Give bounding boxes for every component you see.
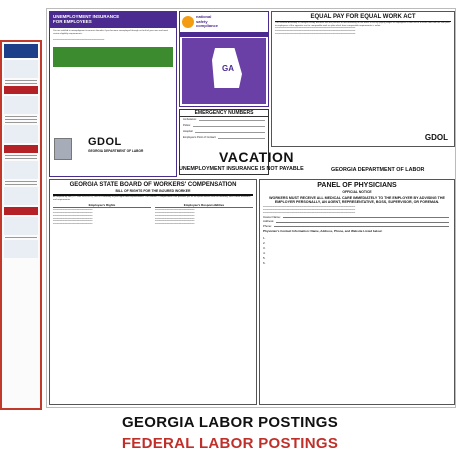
employee-responsibilities-column: Employee's Responsibilities ━━━━━━━━━━━━━━━━━━━━━━━━━━━━━━ ━━━━━━━━━━━━━━━━━━━━━━━━━━━━━━ ━━━━━━━━━━━━━━━━━━━━━━━━━━━━━━ ━━━━━━━━━━━━━━━━━━━━━━━━━━━━━━ ━━━━━━━━━━━━━━━━━━━━━━━━━━━━━━ ━━━━━━━━━━━━━━━━━━━━━━━━━━━━━━ bbox=[155, 203, 253, 225]
workers-comp-intro: As required by law (O.C.G.A. §34-9-81.1), this is a summary of your rights and responsibilities. The Workers' Compensation Law provides you as an injured worker with the following, with certain limitations and requirements. bbox=[53, 196, 251, 201]
panel-notice: WORKERS MUST RECEIVE ALL MEDICAL CARE IMMEDIATELY TO THE EMPLOYER BY ADVISING THE EMPLOYER PERSONALLY, AN AGENT, REPRESENTATIVE, BOSS, SUPERVISOR, OR FOREMAN. bbox=[269, 196, 445, 205]
physician-list: 1. 2. 3. 4. 5. 6. bbox=[263, 235, 266, 265]
employee-rights-column: Employee's Rights ━━━━━━━━━━━━━━━━━━━━━━━━━━━━━━ ━━━━━━━━━━━━━━━━━━━━━━━━━━━━━━ ━━━━━━━━━━━━━━━━━━━━━━━━━━━━━━ ━━━━━━━━━━━━━━━━━━━━━━━━━━━━━━ ━━━━━━━━━━━━━━━━━━━━━━━━━━━━━━ ━━━━━━━━━━━━━━━━━━━━━━━━━━━━━━ bbox=[53, 203, 151, 225]
equal-pay-poster: EQUAL PAY FOR EQUAL WORK ACT The General Assembly of Georgia hereby declares that the practice of discriminating on the basis of sex by paying wages to employees of one sex at a lesser rate than the rate paid to employees of the opposite sex for comparable work on jobs which have comparable requirements is unfair. ━━━━━━━━━━━━━━━━━━━━━━━━━━━━━━━━━━━━━━━━━━━━━━━━━━━━━━━━━━━━━ ━━━━━━━━━━━━━━━━━━━━━━━━━━━━━━━━━━━━━━━━━━━━━━━━━━━━━━━━━━━━━ ━━━━━━━━━━━━━━━━━━━━━━━━━━━━━━━━━━━━━━━━━━━━━━━━━━━━━━━━━━━━━ GDOL bbox=[271, 11, 455, 147]
emergency-field-police: Police: bbox=[180, 123, 268, 129]
insurer-name-field: Insurer Name: bbox=[263, 215, 451, 220]
insurer-phone-field: Phone: bbox=[263, 224, 451, 229]
emergency-field-contact: Employee's Point of Contact: bbox=[180, 135, 268, 141]
panel-subtitle: OFFICIAL NOTICE bbox=[342, 190, 372, 194]
vacation-department: GEORGIA DEPARTMENT OF LABOR bbox=[331, 167, 425, 173]
equal-pay-gdol-logo: GDOL bbox=[424, 133, 448, 142]
safety-compliance-poster bbox=[179, 11, 269, 107]
vacation-poster bbox=[179, 149, 455, 177]
safety-brand: national safety compliance bbox=[196, 14, 219, 29]
panel-title: PANEL OF PHYSICIANS bbox=[317, 182, 397, 189]
emergency-title: EMERGENCY NUMBERS bbox=[180, 110, 268, 117]
vacation-subtitle: UNEMPLOYMENT INSURANCE IS NOT PAYABLE bbox=[179, 166, 304, 172]
federal-poster-red-band bbox=[4, 86, 38, 94]
federal-labor-postings-caption: FEDERAL LABOR POSTINGS bbox=[121, 435, 339, 452]
physicians-label: Physician's Contact Information: Name, Address, Phone, and Website Listed below: bbox=[263, 229, 383, 234]
gdol-logo: GDOL bbox=[88, 136, 122, 148]
unemployment-body: You are entitled to unemployment insurance benefits if you become unemployed through no fault of your own and meet certain eligibility requirements. bbox=[53, 30, 169, 35]
safety-logo-icon bbox=[182, 16, 194, 28]
equal-pay-title: EQUAL PAY FOR EQUAL WORK ACT bbox=[275, 14, 451, 22]
state-abbreviation: GA bbox=[222, 64, 234, 73]
commissioner-photo bbox=[54, 138, 72, 160]
unemployment-green-band bbox=[53, 47, 173, 67]
workers-comp-bill-of-rights bbox=[49, 179, 257, 405]
federal-poster-header bbox=[4, 44, 38, 58]
unemployment-insurance-poster: UNEMPLOYMENT INSURANCE FOR EMPLOYEES You are entitled to unemployment insurance benefits if you become unemployed through no fault of your own and meet certain eligibility requirements. ━━━━━━━━━━━━━━━━━━━━━━━━━━━━━━━━━━━━━━━ GDOL GEORGIA DEPARTMENT OF LABOR bbox=[49, 11, 177, 177]
workers-comp-title: GEORGIA STATE BOARD OF WORKERS' COMPENSATION BILL OF RIGHTS FOR THE INJURED WORKER bbox=[53, 182, 253, 196]
georgia-map bbox=[182, 38, 266, 104]
emergency-field-hospital: Hospital: bbox=[180, 129, 268, 135]
equal-pay-body: The General Assembly of Georgia hereby declares that the practice of discriminating on the basis of sex by paying wages to employees of one sex at a lesser rate than the rate paid to employees of the opposite sex for comparable work on jobs which have comparable requirements is unfair. bbox=[275, 22, 450, 27]
vacation-title: VACATION bbox=[219, 149, 295, 165]
unemployment-title: UNEMPLOYMENT INSURANCE FOR EMPLOYEES bbox=[50, 12, 176, 28]
panel-of-physicians-poster: PANEL OF PHYSICIANS OFFICIAL NOTICE WORKERS MUST RECEIVE ALL MEDICAL CARE IMMEDIATELY TO THE EMPLOYER BY ADVISING THE EMPLOYER PERSONALLY, AN AGENT, REPRESENTATIVE, BOSS, SUPERVISOR, OR FOREMAN. ━━━━━━━━━━━━━━━━━━━━━━━━━━━━━━━━━━━━━━━━━━━━━━━━━━━━━━━━━━━━━━━━━━━━━━ ━━━━━━━━━━━━━━━━━━━━━━━━━━━━━━━━━━━━━━━━━━━━━━━━━━━━━━━━━━━━━━━━━━━━━━ ━━━━━━━━━━━━━━━━━━━━━━━━━━━━━━━━━━━━━━━━━━━━━━━━━━━━━━━━━━━━━━━━━━━━━━ Insurer Name: Address: Phone: Physician's Contact Information: Name, Address, Phone, and Website Listed below: 1. 2. 3. 4. 5. 6. bbox=[259, 179, 455, 405]
gdol-department: GEORGIA DEPARTMENT OF LABOR bbox=[88, 149, 144, 153]
federal-poster-block bbox=[4, 60, 38, 78]
federal-poster-preview bbox=[0, 40, 42, 410]
emergency-field-ambulance: Ambulance: bbox=[180, 117, 268, 123]
georgia-labor-postings-caption: GEORGIA LABOR POSTINGS bbox=[121, 414, 339, 431]
insurer-address-field: Address: bbox=[263, 219, 451, 224]
georgia-poster-board bbox=[46, 8, 456, 408]
